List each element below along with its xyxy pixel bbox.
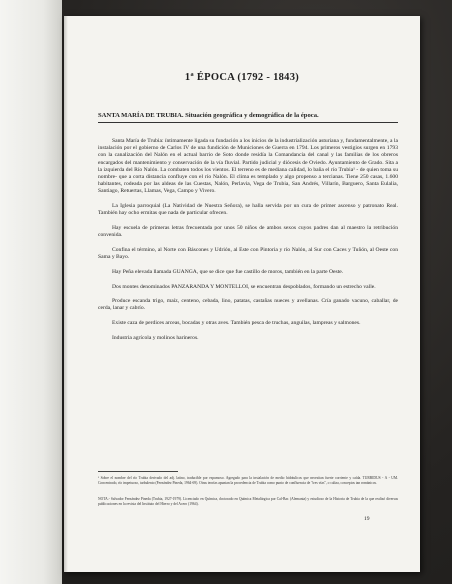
paragraph: Hay escuela de primeras letras frecuentada por unos 50 niños de ambos sexos cuyos padres dan al maestro la retribución convenida.	[98, 225, 398, 239]
page-number: 19	[364, 516, 370, 522]
body-text	[98, 138, 398, 350]
left-page-edge	[0, 0, 62, 584]
paragraph: La Iglesia parroquial (La Natividad de Nuestra Señora), se halla servida por un cura de primer ascenso y patronato Real. También hay ocho ermitas que nada de particular ofrecen.	[98, 203, 398, 217]
page-gutter-shadow	[64, 16, 68, 572]
paragraph: Santa María de Trubia: íntimamente ligada su fundación a los inicios de la industrialización asturiana y, fundamentalmente, a la instalación por el gobierno de Carlos IV de una fundición de Municiones de Guerra en 1794. Los primeros vestigios surgen en 1793 con la canalización del Nalón en el actual barrio de Soto donde residía la Comandancia del canal y las familias de los obreros encargados del mantenimiento y conservación de la vía fluvial. Partido judicial y diócesis de Oviedo. Ayuntamiento de Grado. Sita a la izquierda del Río Nalón. La combaten todos los vientos. El terreno es de mediana calidad, lo baña el río Trubia¹ - de quien toma su nombre- que a corta distancia confluye con el río Nalón. El clima es templado y algo propenso a tercianas. Tiene 250 casas, 1.600 habitantes, rodeada por las aldeas de las Cuestas, Nalón, Perlavia, Vega de Trubia, San Andrés, Villarín, Barguero, Santa Eulalia, Santiago, Retuertas, Llamas, Vega, Campo y Vivero.	[98, 138, 398, 195]
footnote-rule	[98, 471, 178, 472]
section-heading: SANTA MARÍA DE TRUBIA. Situación geográfica y demográfica de la época.	[98, 112, 319, 119]
paragraph: Existe caza de perdices arceas, bocadas y otras aves. También pesca de truchas, anguilas, lampreas y salmones.	[112, 320, 361, 327]
paragraph: Hay Peña elevada llamada GUANGA, que se dice que fue castillo de moros, también en la parte Oeste.	[112, 268, 344, 275]
paragraph: Produce escanda trigo, maíz, centeno, cebada, lino, patatas, castañas nueces y avellanas. Cría ganado vacuno, caballar, de cerda, lanar y cabrío.	[98, 298, 398, 312]
footnote-1: ¹ Sobre el nombre del río Trubia derivado del adj. latino, traducible por espumoso. Agregado para la instalación de medio hidráulicos que necesitan fuerte corriente y caída. TURBIDUS - A - UM. Concentrado, río impetuoso, turbulento (Fernández Pineda, 1964-69). Otras teorías apuntan la procedencia de Trubia como punto de confluencia de "tres vías", o caliza, conceptos tan románicos.	[98, 476, 398, 485]
section-underline	[98, 122, 398, 123]
paragraph: Industria agrícola y molinos harineros.	[112, 334, 199, 341]
footnote-note: NOTA.- Salvador Fernández Pineda (Trubia, 1927-1979). Licenciado en Química, doctorado en Química Metalúrgica por Cal-Bar. (Alemania) y estudioso de la Historia de Trubia de la que realizó diversas publicaciones en la revista del Instituto del Hierro y del Acero (1964).	[98, 497, 398, 506]
book-page	[64, 16, 420, 572]
paragraph: Dos montes denominados PANZARANDA Y MONTELLOI, se encuentran despoblados, formando un estrecho valle.	[112, 283, 376, 290]
page-title: 1ª ÉPOCA (1792 - 1843)	[184, 72, 300, 83]
paragraph: Confina el término, al Norte con Báscones y Udrión, al Este con Pintoria y río Nalón, al Sur con Caces y Tuñón, al Oeste con Sama y Bayo.	[98, 246, 398, 261]
